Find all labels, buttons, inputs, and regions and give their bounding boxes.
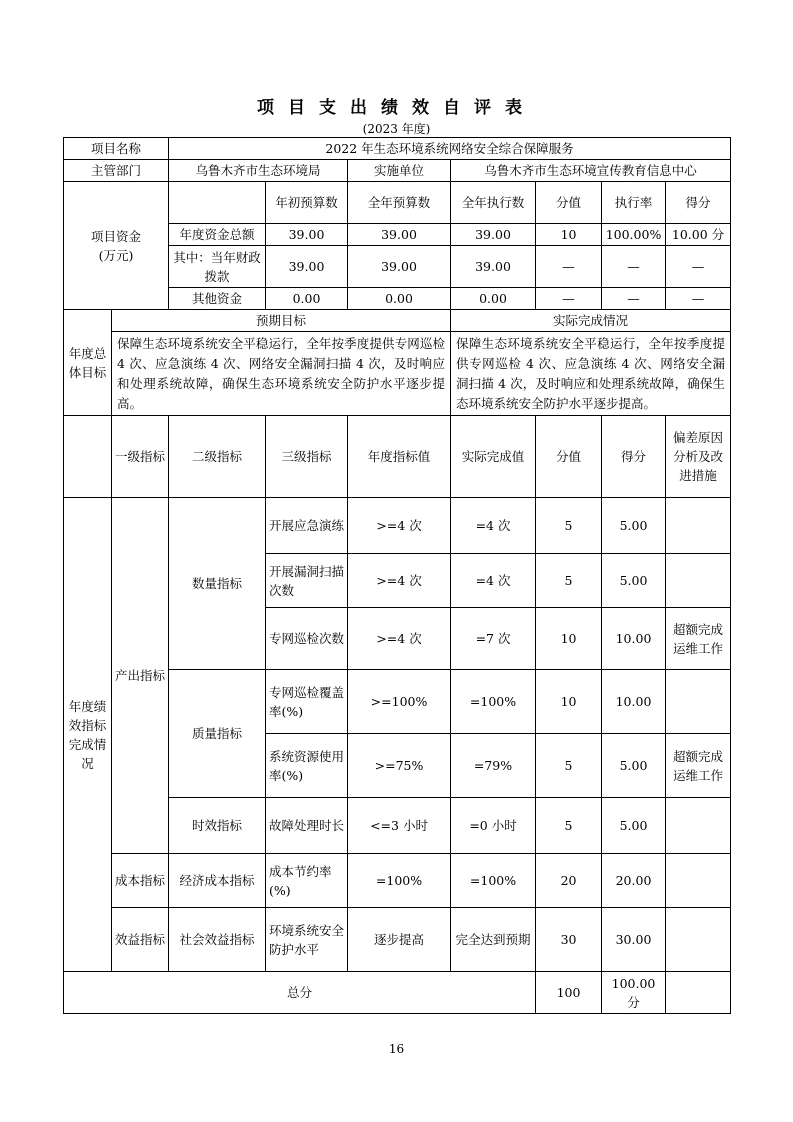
level2-economic-cost: 经济成本指标	[169, 854, 266, 908]
indicator-actual: =4 次	[451, 498, 536, 554]
dept-value: 乌鲁木齐市生态环境局	[169, 160, 348, 182]
funds-row-label: 其他资金	[169, 288, 266, 310]
indicator-header: 得分	[602, 416, 666, 498]
funds-cell: 0.00	[348, 288, 451, 310]
indicator-name: 专网巡检次数	[266, 608, 348, 670]
level2-social-benefit: 社会效益指标	[169, 908, 266, 972]
indicator-note	[666, 908, 731, 972]
funds-cell: 39.00	[266, 246, 348, 288]
total-got: 100.00 分	[602, 972, 666, 1014]
funds-cell: 100.00%	[602, 224, 666, 246]
funds-cell: 10	[536, 224, 602, 246]
indicator-actual: =79%	[451, 734, 536, 798]
indicator-got: 5.00	[602, 498, 666, 554]
indicator-score: 5	[536, 498, 602, 554]
indicator-target: >=4 次	[348, 498, 451, 554]
indicator-note: 超额完成运维工作	[666, 734, 731, 798]
funds-cell: —	[666, 288, 731, 310]
indicator-target: >=75%	[348, 734, 451, 798]
indicator-score: 30	[536, 908, 602, 972]
year-subtitle: (2023 年度)	[362, 122, 431, 136]
indicator-actual: =100%	[451, 854, 536, 908]
funds-header: 分值	[536, 182, 602, 224]
indicator-name: 专网巡检覆盖率(%)	[266, 670, 348, 734]
funds-cell: 39.00	[451, 246, 536, 288]
page-number: 16	[388, 1042, 405, 1056]
funds-cell: —	[666, 246, 731, 288]
indicator-note	[666, 498, 731, 554]
indicator-got: 5.00	[602, 798, 666, 854]
indicator-note	[666, 554, 731, 608]
indicator-score: 5	[536, 554, 602, 608]
indicator-target: <=3 小时	[348, 798, 451, 854]
funds-cell: —	[602, 246, 666, 288]
goals-label: 年度总体目标	[64, 310, 112, 416]
funds-cell: 0.00	[266, 288, 348, 310]
indicator-header: 分值	[536, 416, 602, 498]
total-note	[666, 972, 731, 1014]
funds-cell: 39.00	[348, 224, 451, 246]
funds-cell: 10.00 分	[666, 224, 731, 246]
dept-label: 主管部门	[64, 160, 169, 182]
indicator-got: 10.00	[602, 670, 666, 734]
funds-cell: —	[536, 246, 602, 288]
indicator-score: 5	[536, 734, 602, 798]
indicator-actual: =4 次	[451, 554, 536, 608]
level2-quantity: 数量指标	[169, 498, 266, 670]
funds-row-label: 其中：当年财政拨款	[169, 246, 266, 288]
indicator-header-empty	[64, 416, 112, 498]
indicator-score: 10	[536, 608, 602, 670]
indicator-score: 20	[536, 854, 602, 908]
impl-label: 实施单位	[348, 160, 451, 182]
funds-cell: 0.00	[451, 288, 536, 310]
funds-header: 年初预算数	[266, 182, 348, 224]
funds-header-empty	[169, 182, 266, 224]
indicator-got: 30.00	[602, 908, 666, 972]
indicator-target: >=4 次	[348, 608, 451, 670]
indicator-target: =100%	[348, 854, 451, 908]
indicator-header: 一级指标	[112, 416, 169, 498]
expected-text: 保障生态环境系统安全平稳运行，全年按季度提供专网巡检 4 次、应急演练 4 次、网络安全漏洞扫描 4 次，及时响应和处理系统故障，确保生态环境系统安全防护水平逐步提高。	[112, 332, 451, 416]
funds-label: 项目资金 (万元)	[64, 182, 169, 310]
indicator-target: 逐步提高	[348, 908, 451, 972]
level1-output: 产出指标	[112, 498, 169, 854]
expected-header: 预期目标	[112, 310, 451, 332]
indicator-actual: =0 小时	[451, 798, 536, 854]
performance-table	[63, 137, 731, 1014]
indicator-header: 偏差原因分析及改进措施	[666, 416, 731, 498]
funds-cell: 39.00	[266, 224, 348, 246]
total-label: 总分	[64, 972, 536, 1014]
indicator-name: 故障处理时长	[266, 798, 348, 854]
indicator-header: 实际完成值	[451, 416, 536, 498]
funds-cell: 39.00	[451, 224, 536, 246]
indicator-note	[666, 798, 731, 854]
indicator-actual: =7 次	[451, 608, 536, 670]
indicator-got: 5.00	[602, 734, 666, 798]
indicator-name: 环境系统安全防护水平	[266, 908, 348, 972]
actual-header: 实际完成情况	[451, 310, 731, 332]
indicator-target: >=100%	[348, 670, 451, 734]
indicator-header: 二级指标	[169, 416, 266, 498]
actual-text: 保障生态环境系统安全平稳运行，全年按季度提供专网巡检 4 次、应急演练 4 次、网络安全漏洞扫描 4 次，及时响应和处理系统故障，确保生态环境系统安全防护水平逐步提高。	[451, 332, 731, 416]
indicators-side-label: 年度绩效指标完成情况	[64, 498, 112, 972]
indicator-actual: 完全达到预期	[451, 908, 536, 972]
level2-quality: 质量指标	[169, 670, 266, 798]
funds-row-label: 年度资金总额	[169, 224, 266, 246]
indicator-got: 5.00	[602, 554, 666, 608]
indicator-actual: =100%	[451, 670, 536, 734]
indicator-name: 开展漏洞扫描次数	[266, 554, 348, 608]
total-score: 100	[536, 972, 602, 1014]
indicator-got: 10.00	[602, 608, 666, 670]
funds-cell: —	[536, 288, 602, 310]
indicator-name: 系统资源使用率(%)	[266, 734, 348, 798]
funds-header: 全年预算数	[348, 182, 451, 224]
funds-header: 执行率	[602, 182, 666, 224]
level2-timeliness: 时效指标	[169, 798, 266, 854]
page-title: 项目支出绩效自评表	[257, 98, 536, 118]
indicator-score: 5	[536, 798, 602, 854]
level1-benefit: 效益指标	[112, 908, 169, 972]
indicator-header: 三级指标	[266, 416, 348, 498]
project-name-value: 2022 年生态环境系统网络安全综合保障服务	[169, 138, 731, 160]
funds-header: 得分	[666, 182, 731, 224]
indicator-target: >=4 次	[348, 554, 451, 608]
indicator-header: 年度指标值	[348, 416, 451, 498]
funds-cell: —	[602, 288, 666, 310]
funds-header: 全年执行数	[451, 182, 536, 224]
indicator-got: 20.00	[602, 854, 666, 908]
indicator-name: 开展应急演练	[266, 498, 348, 554]
funds-cell: 39.00	[348, 246, 451, 288]
indicator-note: 超额完成运维工作	[666, 608, 731, 670]
indicator-name: 成本节约率(%)	[266, 854, 348, 908]
impl-value: 乌鲁木齐市生态环境宣传教育信息中心	[451, 160, 731, 182]
project-name-label: 项目名称	[64, 138, 169, 160]
indicator-score: 10	[536, 670, 602, 734]
indicator-note	[666, 854, 731, 908]
indicator-note	[666, 670, 731, 734]
level1-cost: 成本指标	[112, 854, 169, 908]
